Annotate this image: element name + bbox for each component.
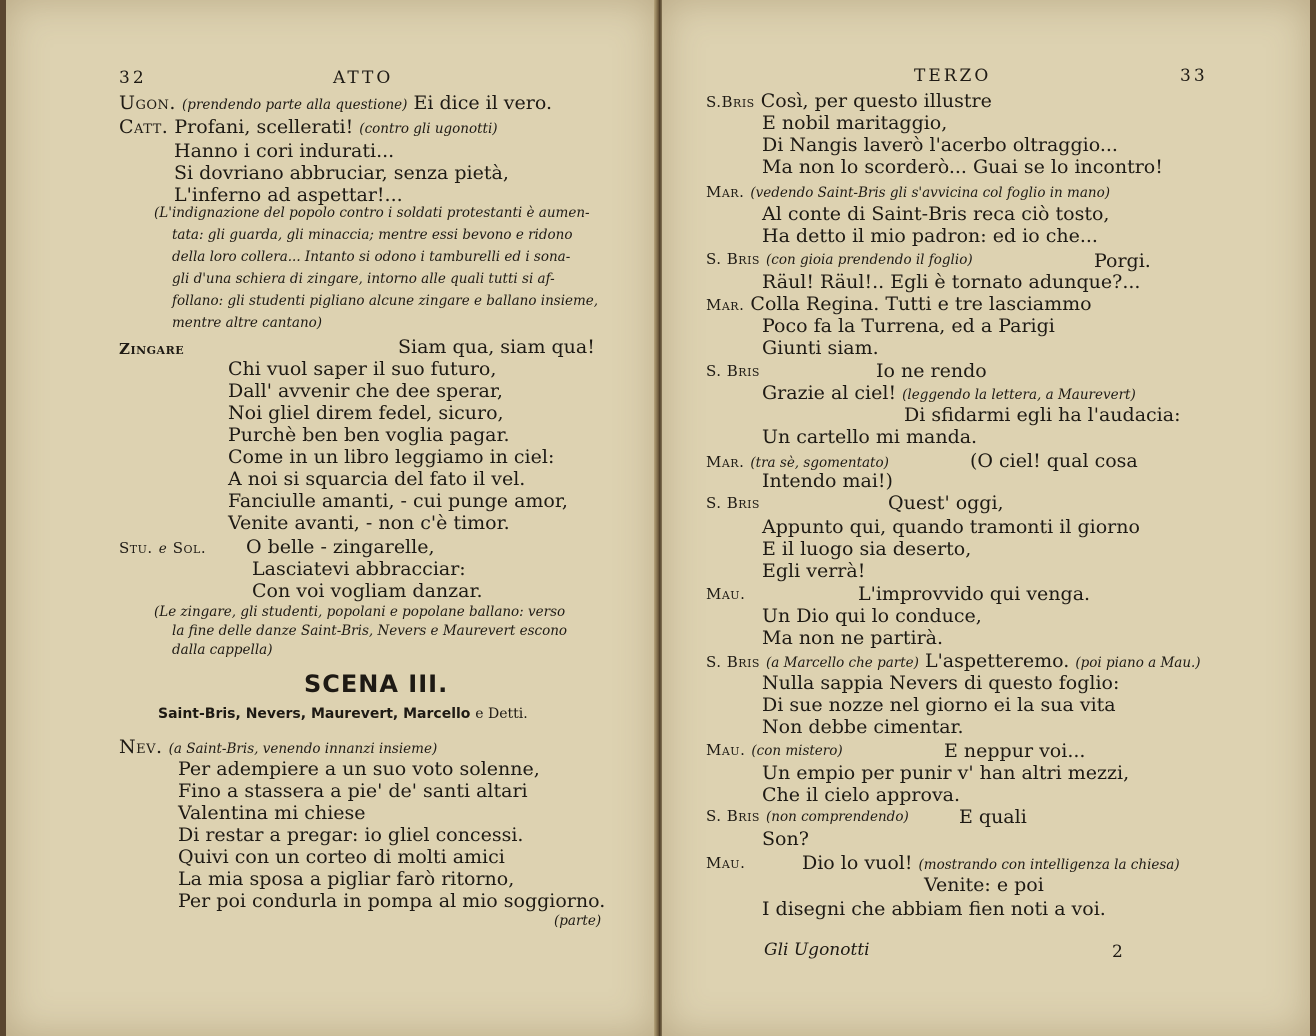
- verse-line: Chi vuol saper il suo futuro,: [228, 358, 497, 380]
- verse-line: Come in un libro leggiamo in ciel:: [228, 446, 555, 468]
- verse-line: Per adempiere a un suo voto solenne,: [178, 758, 540, 780]
- verse-line: Egli verrà!: [762, 560, 866, 582]
- verse-line: Appunto qui, quando tramonti il giorno: [762, 516, 1140, 538]
- verse-line: L'inferno ad aspettar!...: [174, 184, 403, 206]
- verse-line: Non debbe cimentar.: [762, 716, 964, 738]
- verse-line: Valentina mi chiese: [178, 802, 366, 824]
- stage-direction: (a Marcello che parte): [766, 655, 919, 671]
- stage-direction: (vedendo Saint-Bris gli s'avvicina col foglio in mano): [750, 185, 1110, 201]
- verse-line: E neppur voi...: [944, 740, 1086, 762]
- verse-line: La mia sposa a pigliar farò ritorno,: [178, 868, 515, 890]
- speaker: Mau.: [706, 585, 746, 603]
- stage-direction: (non comprendendo): [766, 809, 909, 825]
- characters-names: Saint-Bris, Nevers, Maurevert, Marcello: [158, 706, 471, 722]
- stage-direction: (con gioia prendendo il foglio): [766, 252, 973, 268]
- verse-line: Di restar a pregar: io gliel concessi.: [178, 824, 524, 846]
- speaker: S. Bris: [706, 807, 760, 825]
- stage-direction: (tra sè, sgomentato): [750, 455, 889, 471]
- verse-line: Ha detto il mio padron: ed io che...: [762, 225, 1098, 247]
- verse-line: Räul! Räul!.. Egli è tornato adunque?...: [762, 271, 1141, 293]
- verse-text: Ei dice il vero.: [413, 92, 553, 114]
- verse-text: Profani, scellerati!: [174, 116, 354, 138]
- stage-direction: (poi piano a Mau.): [1075, 655, 1201, 671]
- verse-line: Lasciatevi abbracciar:: [252, 558, 466, 580]
- verse-line: Un empio per punir v' han altri mezzi,: [762, 762, 1130, 784]
- speaker-sol: Sol.: [172, 539, 207, 557]
- verse-line: [706, 180, 1110, 204]
- characters-tail: e Detti.: [475, 706, 528, 722]
- stage-direction: dalla cappella): [172, 642, 273, 658]
- speaker: Catt.: [119, 116, 169, 138]
- verse-line: [119, 116, 498, 140]
- speaker: S. Bris: [706, 653, 760, 671]
- verse-line: Siam qua, siam qua!: [398, 336, 595, 358]
- verse-text: Colla Regina. Tutti e tre lasciammo: [750, 293, 1092, 315]
- verse-line: Fino a stassera a pie' de' santi altari: [178, 780, 528, 802]
- stage-direction: della loro collera... Intanto si odono i tamburelli ed i sona-: [172, 249, 571, 265]
- scene-characters: [158, 706, 528, 722]
- stage-direction: (con mistero): [751, 743, 843, 759]
- verse-line: Noi gliel direm fedel, sicuro,: [228, 402, 504, 424]
- speaker: [119, 536, 206, 560]
- stage-direction: mentre altre cantano): [172, 315, 323, 331]
- verse-line: Un Dio qui lo conduce,: [762, 605, 982, 627]
- verse-line: Venite: e poi: [924, 874, 1044, 896]
- speaker: S. Bris: [706, 494, 760, 512]
- speaker-stu: Stu.: [119, 539, 153, 557]
- verse-line: I disegni che abbiam fien noti a voi.: [762, 898, 1106, 920]
- verse-line: [706, 738, 843, 762]
- verse-line: Venite avanti, - non c'è timor.: [228, 512, 510, 534]
- speaker: Zingare: [119, 340, 185, 358]
- verse-line: Di Nangis laverò l'acerbo oltraggio...: [762, 134, 1118, 156]
- verse-line: Ma non lo scorderò... Guai se lo incontro!: [762, 156, 1163, 178]
- stage-direction: (L'indignazione del popolo contro i soldati protestanti è aumen-: [154, 205, 590, 221]
- verse-line: Son?: [762, 828, 809, 850]
- verse-line: Si dovriano abbruciar, senza pietà,: [174, 162, 509, 184]
- verse-line: Al conte di Saint-Bris reca ciò tosto,: [762, 203, 1110, 225]
- verse-text: Così, per questo illustre: [760, 90, 992, 112]
- speaker: S. Bris: [706, 362, 760, 380]
- speaker: Mar.: [706, 296, 745, 314]
- verse-line: [119, 736, 437, 760]
- verse-line: [706, 804, 909, 828]
- verse-line: Giunti siam.: [762, 337, 879, 359]
- verse-line: Intendo mai!): [762, 470, 893, 492]
- right-page: [662, 0, 1310, 1036]
- speaker: Nev.: [119, 736, 163, 758]
- verse-line: Poco fa la Turrena, ed a Parigi: [762, 315, 1055, 337]
- verse-line: [706, 90, 992, 113]
- left-page: [6, 0, 656, 1036]
- stage-direction: (mostrando con intelligenza la chiesa): [918, 857, 1180, 873]
- verse-line: Ma non ne partirà.: [762, 627, 944, 649]
- verse-line: Fanciulle amanti, - cui punge amor,: [228, 490, 568, 512]
- running-head: TERZO: [914, 66, 992, 86]
- stage-direction: (leggendo la lettera, a Maurevert): [902, 387, 1136, 403]
- verse-line: [762, 382, 1136, 406]
- verse-line: [706, 247, 973, 271]
- signature-mark: 2: [1112, 942, 1126, 962]
- verse-line: Che il cielo approva.: [762, 784, 961, 806]
- page-number: 33: [1180, 66, 1208, 86]
- speaker: Mar.: [706, 453, 745, 471]
- stage-direction: (contro gli ugonotti): [359, 121, 498, 137]
- verse-line: (O ciel! qual cosa: [970, 450, 1138, 472]
- stage-direction: (a Saint-Bris, venendo innanzi insieme): [168, 741, 438, 757]
- verse-line: E nobil maritaggio,: [762, 112, 948, 134]
- verse-line: [706, 650, 1201, 674]
- verse-line: [119, 92, 552, 116]
- stage-direction: (parte): [554, 913, 602, 929]
- verse-line: Porgi.: [1094, 250, 1151, 272]
- speaker: Mau.: [706, 854, 746, 872]
- verse-line: Quest' oggi,: [888, 492, 1004, 514]
- verse-line: Hanno i cori indurati...: [174, 140, 395, 162]
- verse-line: Un cartello mi manda.: [762, 426, 978, 448]
- verse-text: Dio lo vuol!: [802, 852, 913, 874]
- page-number: 32: [119, 68, 147, 88]
- stage-direction: (prendendo parte alla questione): [182, 97, 408, 113]
- stage-direction: (Le zingare, gli studenti, popolani e popolane ballano: verso: [154, 604, 566, 620]
- verse-line: Dall' avvenir che dee sperar,: [228, 380, 503, 402]
- speaker: S. Bris: [706, 250, 760, 268]
- verse-line: Per poi condurla in pompa al mio soggiorno.: [178, 890, 606, 912]
- verse-line: Io ne rendo: [876, 360, 987, 382]
- verse-line: E il luogo sia deserto,: [762, 538, 972, 560]
- verse-line: O belle - zingarelle,: [246, 536, 435, 558]
- stage-direction: la fine delle danze Saint-Bris, Nevers e Maurevert escono: [172, 623, 568, 639]
- stage-direction: tata: gli guarda, gli minaccia; mentre essi bevono e ridono: [172, 227, 573, 243]
- verse-line: E quali: [959, 806, 1027, 828]
- verse-line: Di sue nozze nel giorno ei la sua vita: [762, 694, 1116, 716]
- scene-title: SCENA III.: [304, 670, 449, 698]
- speaker-conj: e: [158, 541, 167, 557]
- running-head: ATTO: [333, 68, 394, 88]
- stage-direction: gli d'una schiera di zingare, intorno alle quali tutti si af-: [172, 271, 555, 287]
- footer-title: Gli Ugonotti: [764, 940, 870, 960]
- speaker: Mau.: [706, 741, 746, 759]
- speaker: S.Bris: [706, 93, 755, 111]
- verse-line: [706, 293, 1092, 316]
- verse-line: Nulla sappia Nevers di questo foglio:: [762, 672, 1120, 694]
- verse-text: Grazie al ciel!: [762, 382, 897, 404]
- verse-line: Purchè ben ben voglia pagar.: [228, 424, 510, 446]
- speaker: Ugon.: [119, 92, 176, 114]
- verse-line: Con voi vogliam danzar.: [252, 580, 483, 602]
- verse-line: L'improvvido qui venga.: [858, 583, 1091, 605]
- verse-line: A noi si squarcia del fato il vel.: [228, 468, 526, 490]
- verse-line: Quivi con un corteo di molti amici: [178, 846, 505, 868]
- verse-line: [802, 852, 1180, 876]
- stage-direction: follano: gli studenti pigliano alcune zingare e ballano insieme,: [172, 293, 599, 309]
- speaker: Mar.: [706, 183, 745, 201]
- verse-text: L'aspetteremo.: [924, 650, 1070, 672]
- verse-line: Di sfidarmi egli ha l'audacia:: [904, 404, 1181, 426]
